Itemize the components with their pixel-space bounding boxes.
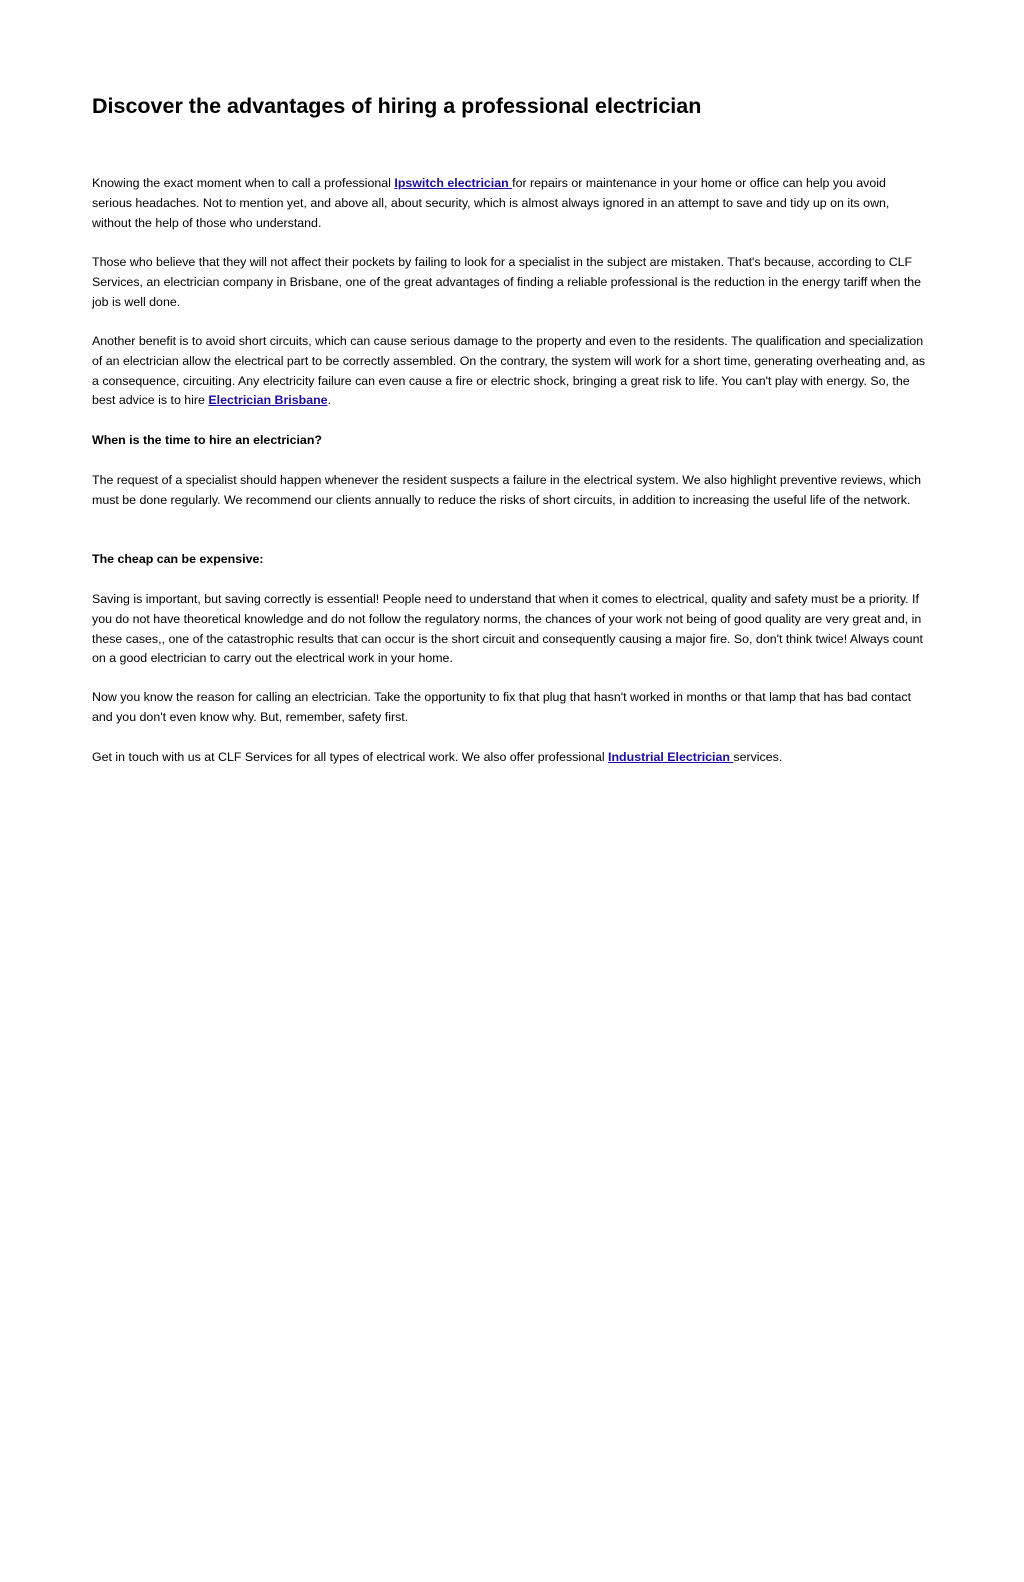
ipswich-electrician-link[interactable]: Ipswitch electrician xyxy=(394,176,513,190)
intro-text-after: for repairs or maintenance in your home or office can help you avoid serious headaches. Not to mention yet, and above all, about security, which is almost always ignored in an attempt to save and tidy up on its own, without the help of those who understand. xyxy=(92,176,890,230)
contact-paragraph xyxy=(92,748,928,768)
energy-tariff-paragraph: Those who believe that they will not affect their pockets by failing to look for a specialist in the subject are mistaken. That's because, according to CLF Services, an electrician company in Brisbane, one of the great advantages of finding a reliable professional is the reduction in the energy tariff when the job is well done. xyxy=(92,255,922,309)
safety-first-paragraph: Now you know the reason for calling an electrician. Take the opportunity to fix that plug that hasn't worked in months or that lamp that has bad contact and you don't even know why. But, remember, safety first. xyxy=(92,690,912,724)
specialist-request-paragraph: The request of a specialist should happen whenever the resident suspects a failure in the electrical system. We also highlight preventive reviews, which must be done regularly. We recommend our clients annually to reduce the risks of short circuits, in addition to increasing the useful life of the network. xyxy=(92,473,922,507)
electrician-brisbane-link[interactable]: Electrician Brisbane xyxy=(208,393,328,408)
intro-text-before: Knowing the exact moment when to call a professional xyxy=(92,176,395,190)
short-circuit-text-after: . xyxy=(327,393,331,408)
contact-text-before: Get in touch with us at CLF Services for all types of electrical work. We also offer professional xyxy=(92,750,609,764)
saving-paragraph: Saving is important, but saving correctly is essential! People need to understand that when it comes to electrical, quality and safety must be a priority. If you do not have theoretical knowledge and do not follow the regulatory norms, the chances of your work not being of good quality are very great and, in these cases,, one of the catastrophic results that can occur is the short circuit and consequently causing a major fire. So, don't think twice! Always count on a good electrician to carry out the electrical work in your home. xyxy=(92,592,923,666)
short-circuit-text-before: Another benefit is to avoid short circuits, which can cause serious damage to the property and even to the residents. The qualification and specialization of an electrician allow the electrical part to be correctly assembled. On the contrary, the system will work for a short time, generating overheating and, as a consequence, circuiting. Any electricity failure can even cause a fire or electric shock, bringing a great risk to life. You can't play with energy. So, the best advice is to hire xyxy=(92,334,926,408)
section-heading-cheap-expensive: The cheap can be expensive: xyxy=(92,552,264,566)
page-title: Discover the advantages of hiring a professional electrician xyxy=(92,94,702,118)
contact-text-after: services. xyxy=(733,750,783,764)
short-circuit-paragraph xyxy=(92,332,928,411)
section-heading-when-to-hire: When is the time to hire an electrician? xyxy=(92,433,322,447)
industrial-electrician-link[interactable]: Industrial Electrician xyxy=(608,750,734,764)
intro-paragraph xyxy=(92,174,928,233)
